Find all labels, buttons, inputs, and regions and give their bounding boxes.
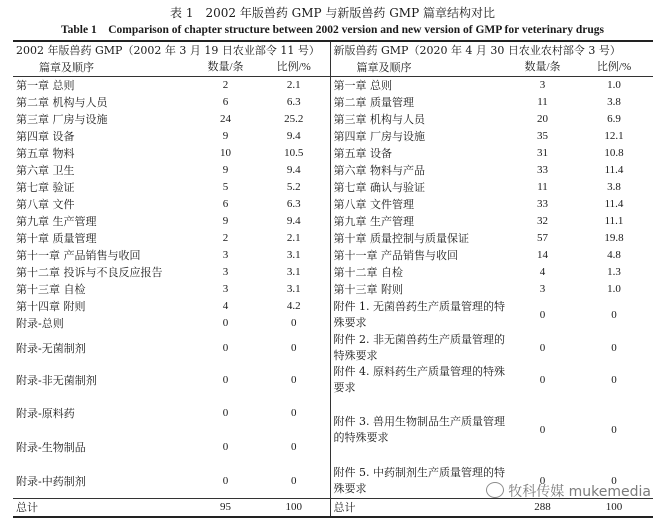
left-row-count: 5 — [222, 181, 229, 193]
right-row-count: 33 — [537, 198, 548, 210]
left-row-pct: 4.2 — [258, 298, 330, 315]
left-row-name: 第七章 验证 — [16, 181, 75, 194]
left-row-count: 0 — [222, 341, 229, 354]
left-row-name: 第八章 文件 — [16, 198, 75, 211]
right-row-pct: 11.1 — [604, 215, 624, 227]
right-row-count: 33 — [537, 164, 548, 176]
left-row-name: 附录-总则 — [16, 317, 64, 330]
left-row-pct: 2.1 — [258, 77, 330, 95]
left-row-name: 附录-生物制品 — [16, 440, 86, 454]
left-row-count: 0 — [222, 317, 229, 329]
right-row-pct: 11.4 — [604, 198, 624, 210]
left-total-count: 95 — [193, 499, 258, 518]
right-row-pct: 12.1 — [604, 130, 624, 142]
right-row-pct: 4.8 — [607, 249, 621, 261]
left-row-count: 2 — [222, 232, 229, 244]
right-row-pct: 6.9 — [607, 113, 621, 125]
left-row-count: 3 — [222, 249, 229, 261]
left-row-count: 10 — [220, 147, 231, 159]
left-row-count: 9 — [222, 164, 229, 176]
right-col-pct-header: 比例/% — [575, 59, 653, 77]
table-row — [13, 162, 653, 179]
left-total-pct: 100 — [258, 499, 330, 518]
right-row-count: 14 — [537, 249, 548, 261]
right-row-name: 第七章 确认与验证 — [333, 181, 425, 194]
table-row — [13, 128, 653, 145]
right-row-name: 第十三章 附则 — [333, 283, 403, 296]
right-total-count: 288 — [510, 499, 575, 518]
left-row-pct: 0 — [258, 396, 330, 430]
right-row-name: 第一章 总则 — [333, 79, 392, 92]
right-row-count: 0 — [539, 341, 546, 354]
table-row — [13, 298, 653, 315]
right-row-name: 第二章 质量管理 — [333, 96, 414, 109]
right-row-name: 附件 5. 中药制剂生产质量管理的特殊要求 — [333, 466, 505, 495]
left-row-pct: 3.1 — [258, 247, 330, 264]
left-row-pct: 0 — [258, 332, 330, 364]
right-row-pct: 11.4 — [604, 164, 624, 176]
left-row-name: 附录-无菌制剂 — [16, 341, 86, 355]
right-row-count: 32 — [537, 215, 548, 227]
left-row-pct: 0 — [258, 315, 330, 332]
right-row-pct: 1.0 — [607, 283, 621, 295]
left-row-count: 4 — [222, 300, 229, 312]
left-row-pct: 5.2 — [258, 179, 330, 196]
right-row-count: 0 — [539, 423, 546, 436]
total-row — [13, 499, 653, 518]
right-row-count: 31 — [537, 147, 548, 159]
right-row-count: 0 — [539, 474, 546, 487]
left-row-pct: 3.1 — [258, 264, 330, 281]
right-row-name: 第四章 厂房与设施 — [333, 130, 425, 143]
right-row-pct: 3.8 — [607, 181, 621, 193]
left-row-name: 附录-原料药 — [16, 406, 75, 420]
right-row-count: 0 — [539, 308, 546, 321]
left-col-name-header: 篇章及顺序 — [13, 59, 193, 77]
left-row-pct: 0 — [258, 464, 330, 499]
left-row-count: 24 — [220, 113, 231, 125]
table-row — [13, 179, 653, 196]
right-row-name: 附件 1. 无菌兽药生产质量管理的特殊要求 — [333, 300, 505, 329]
gmp-comparison-table — [13, 40, 653, 518]
table-row — [13, 396, 653, 430]
right-version-title: 新版兽药 GMP（2020 年 4 月 30 日农业农村部令 3 号） — [330, 41, 653, 59]
left-row-count: 0 — [222, 440, 229, 453]
left-row-name: 第十一章 产品销售与收回 — [16, 249, 141, 262]
table-row — [13, 364, 653, 396]
table-caption-cn: 表 1 2002 年版兽药 GMP 与新版兽药 GMP 篇章结构对比 — [170, 6, 495, 20]
left-row-count: 6 — [222, 198, 229, 210]
right-row-count: 3 — [539, 283, 546, 295]
left-row-name: 第一章 总则 — [16, 79, 75, 92]
right-row-count: 11 — [537, 96, 548, 108]
right-row-pct: 1.0 — [607, 79, 621, 91]
left-row-count: 3 — [222, 283, 229, 295]
table-row — [13, 111, 653, 128]
left-col-pct-header: 比例/% — [258, 59, 330, 77]
left-row-pct: 25.2 — [258, 111, 330, 128]
left-row-pct: 10.5 — [258, 145, 330, 162]
left-row-pct: 9.4 — [258, 128, 330, 145]
table-row — [13, 264, 653, 281]
table-row — [13, 247, 653, 264]
right-row-name: 第十章 质量控制与质量保证 — [333, 232, 469, 245]
left-row-pct: 6.3 — [258, 196, 330, 213]
left-row-name: 第二章 机构与人员 — [16, 96, 108, 109]
right-total-name: 总计 — [330, 499, 510, 518]
right-row-count: 35 — [537, 130, 548, 142]
left-col-count-header: 数量/条 — [193, 59, 258, 77]
right-row-name: 附件 4. 原料药生产质量管理的特殊要求 — [333, 365, 505, 394]
left-row-count: 2 — [222, 79, 229, 91]
left-row-count: 3 — [222, 266, 229, 278]
right-row-pct: 0 — [611, 474, 617, 487]
left-row-pct: 3.1 — [258, 281, 330, 298]
right-row-name: 第三章 机构与人员 — [333, 113, 425, 126]
right-row-name: 第八章 文件管理 — [333, 198, 414, 211]
table-row — [13, 332, 653, 364]
left-row-pct: 9.4 — [258, 213, 330, 230]
table-caption-en: Table 1 Comparison of chapter structure between 2002 version and new version of GMP for veterinary drugs — [61, 24, 604, 36]
right-row-pct: 0 — [611, 373, 617, 386]
right-total-pct: 100 — [575, 499, 653, 518]
left-row-count: 9 — [222, 215, 229, 227]
table-row — [13, 77, 653, 95]
table-row — [13, 213, 653, 230]
right-row-name: 附件 2. 非无菌兽药生产质量管理的特殊要求 — [333, 333, 505, 362]
left-total-name: 总计 — [13, 499, 193, 518]
right-row-count: 11 — [537, 181, 548, 193]
right-row-pct: 3.8 — [607, 96, 621, 108]
right-row-name: 第九章 生产管理 — [333, 215, 414, 228]
right-col-name-header: 篇章及顺序 — [330, 59, 510, 77]
right-row-pct: 0 — [611, 423, 617, 436]
left-row-name: 第五章 物料 — [16, 147, 75, 160]
left-row-count: 0 — [222, 373, 229, 386]
right-row-pct: 1.3 — [607, 266, 621, 278]
left-row-name: 第四章 设备 — [16, 130, 75, 143]
left-row-count: 9 — [222, 130, 229, 142]
left-row-name: 第三章 厂房与设施 — [16, 113, 108, 126]
right-row-count: 3 — [539, 79, 546, 91]
right-row-pct: 0 — [611, 341, 617, 354]
left-row-name: 第六章 卫生 — [16, 164, 75, 177]
right-row-count: 0 — [539, 373, 546, 386]
left-row-count: 0 — [222, 474, 229, 487]
left-row-pct: 9.4 — [258, 162, 330, 179]
right-row-count: 4 — [539, 266, 546, 278]
table-row — [13, 94, 653, 111]
left-row-name: 第十二章 投诉与不良反应报告 — [16, 266, 163, 279]
right-row-name: 第十一章 产品销售与收回 — [333, 249, 458, 262]
right-row-name: 第六章 物料与产品 — [333, 164, 425, 177]
left-row-pct: 0 — [258, 364, 330, 396]
watermark-logo-icon — [486, 482, 504, 498]
left-row-name: 附录-中药制剂 — [16, 474, 86, 488]
right-row-pct: 19.8 — [604, 232, 624, 244]
left-row-name: 第九章 生产管理 — [16, 215, 97, 228]
watermark-text: 牧科传媒 mukemedia — [508, 484, 651, 500]
table-row — [13, 281, 653, 298]
right-row-count: 20 — [537, 113, 548, 125]
left-row-count: 6 — [222, 96, 229, 108]
right-row-pct: 10.8 — [604, 147, 624, 159]
left-row-name: 第十三章 自检 — [16, 283, 86, 296]
table-row — [13, 145, 653, 162]
right-row-name: 第十二章 自检 — [333, 266, 403, 279]
table-row — [13, 196, 653, 213]
left-version-title: 2002 年版兽药 GMP（2002 年 3 月 19 日农业部令 11 号） — [13, 41, 330, 59]
right-row-name: 第五章 设备 — [333, 147, 392, 160]
left-row-name: 第十四章 附则 — [16, 300, 86, 313]
table-row — [13, 230, 653, 247]
left-row-count: 0 — [222, 406, 229, 419]
left-row-pct: 6.3 — [258, 94, 330, 111]
left-row-name: 第十章 质量管理 — [16, 232, 97, 245]
right-col-count-header: 数量/条 — [510, 59, 575, 77]
right-row-name: 附件 3. 兽用生物制品生产质量管理的特殊要求 — [333, 415, 505, 444]
watermark — [486, 481, 651, 501]
right-row-count: 57 — [537, 232, 548, 244]
left-row-pct: 0 — [258, 430, 330, 464]
right-row-pct: 0 — [611, 308, 617, 321]
left-row-name: 附录-非无菌制剂 — [16, 373, 97, 387]
left-row-pct: 2.1 — [258, 230, 330, 247]
